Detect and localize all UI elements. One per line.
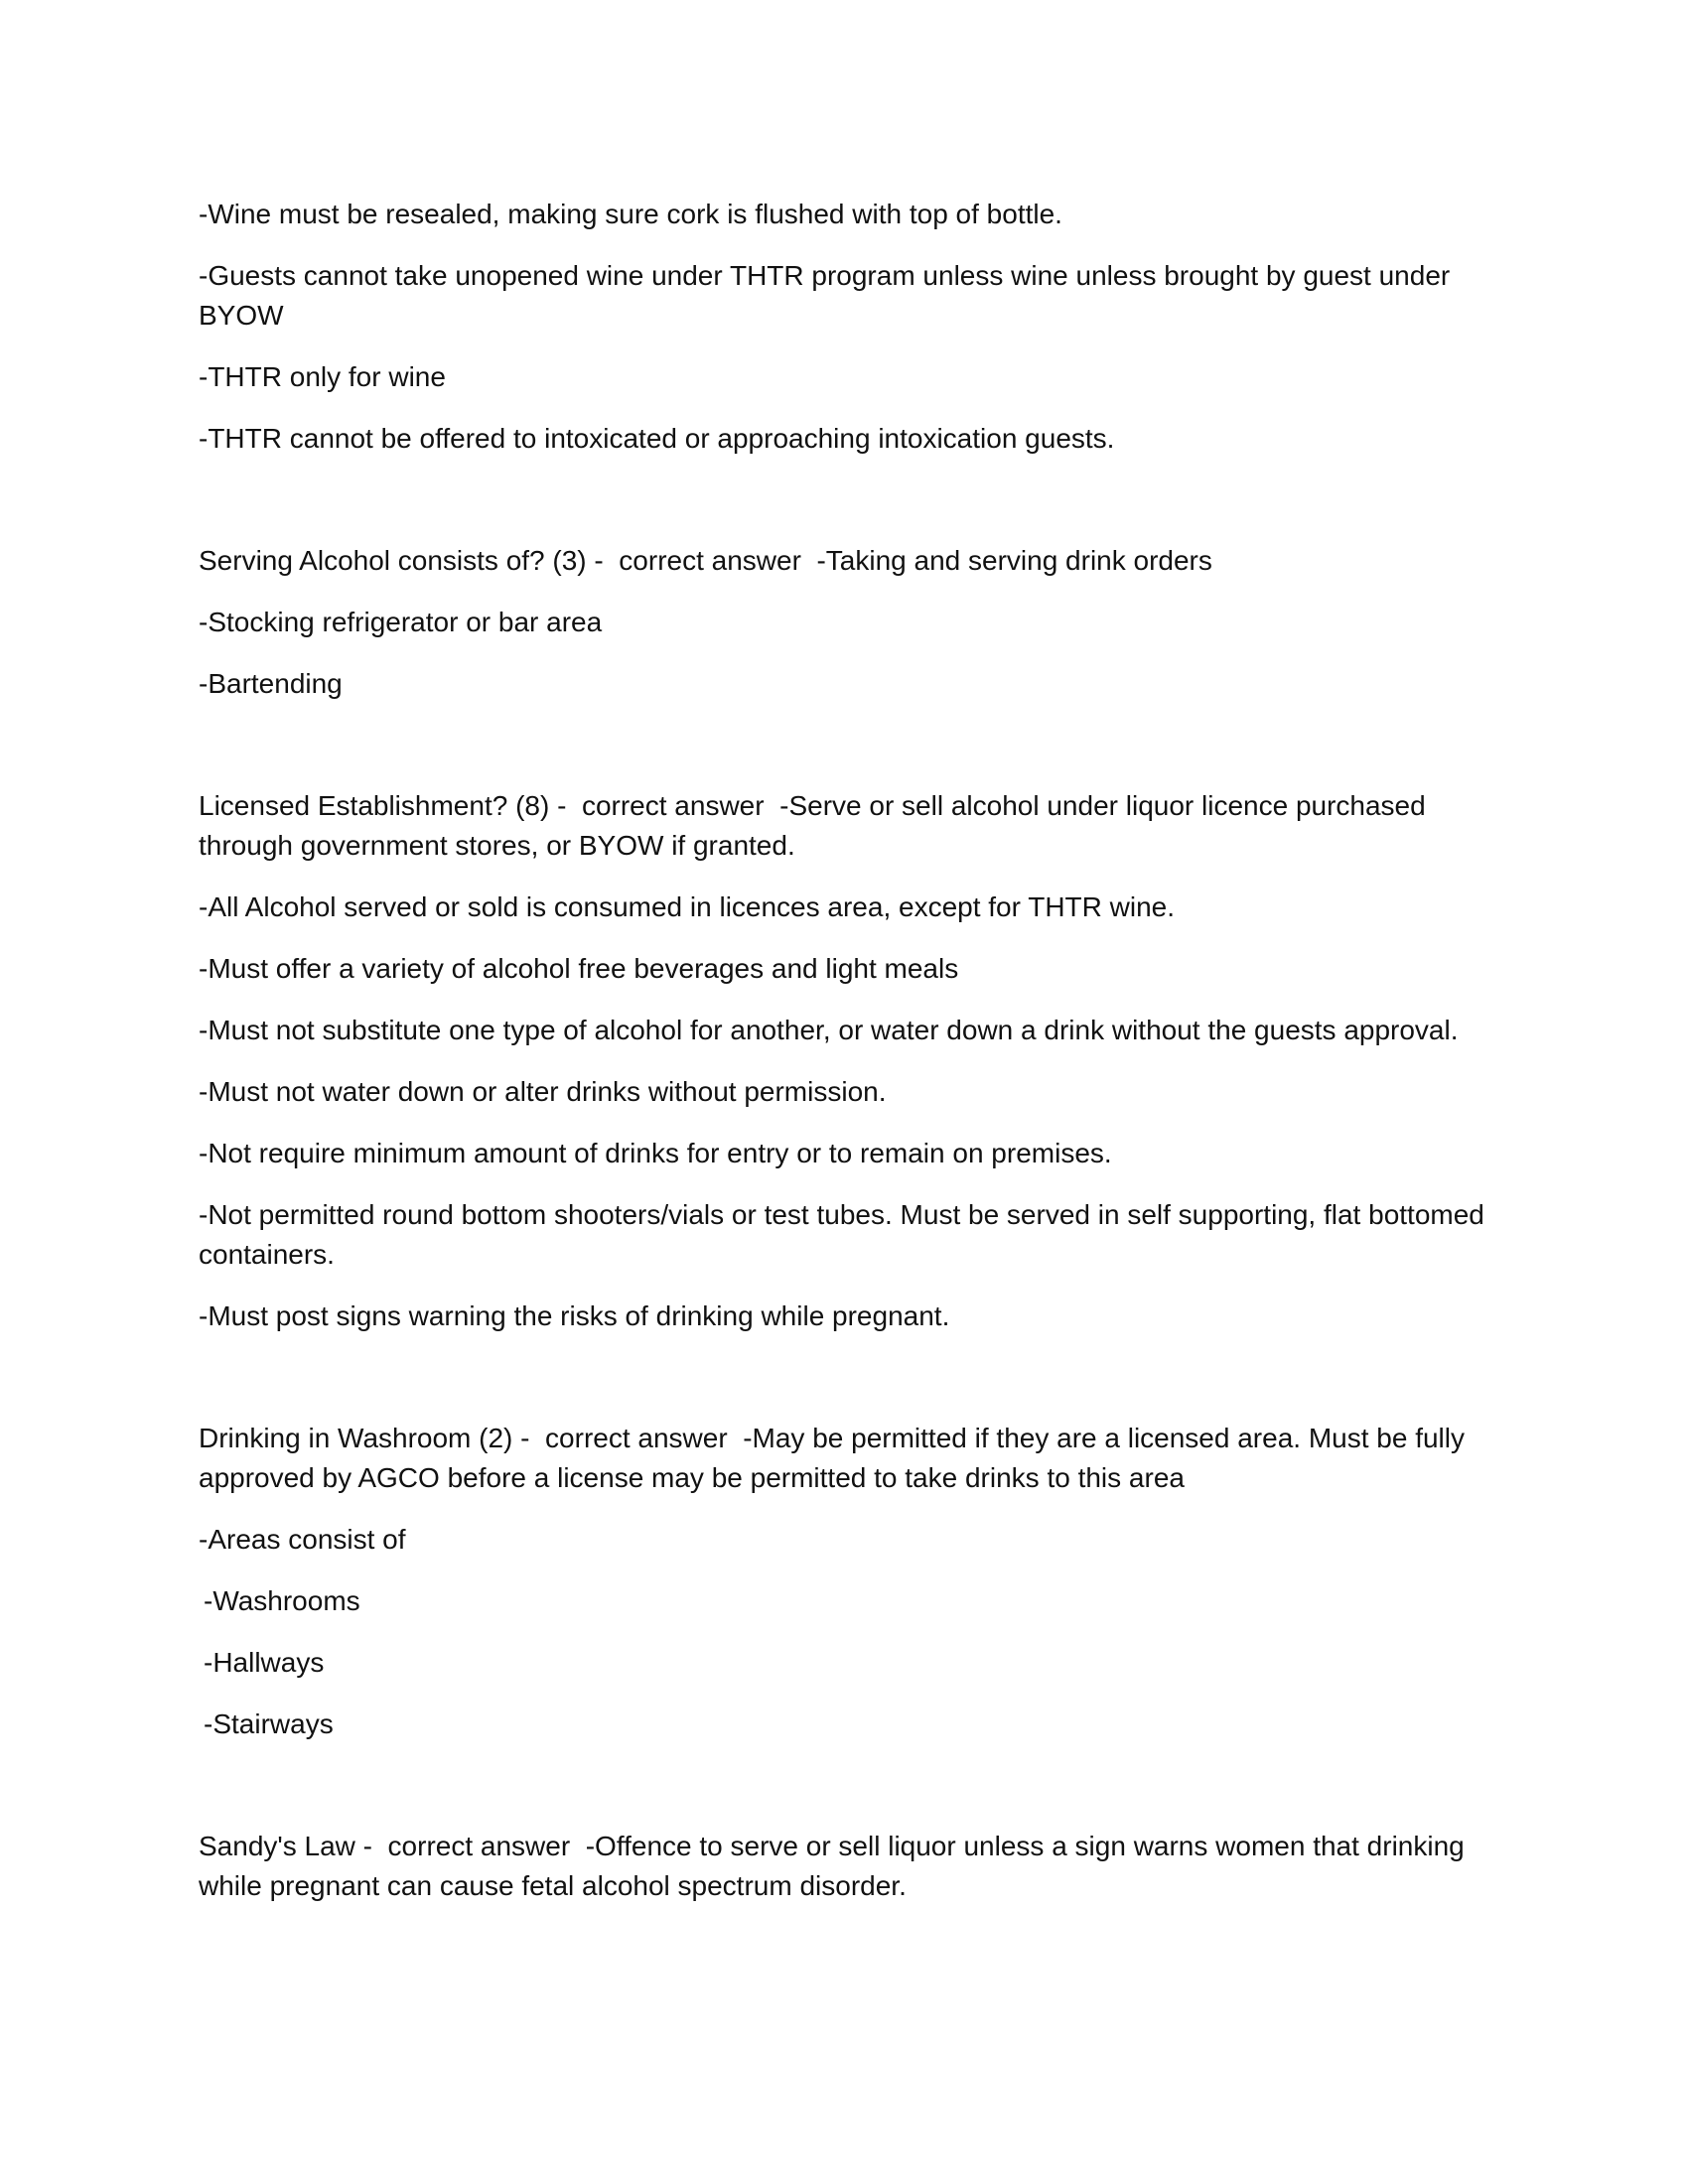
paragraph-areas-consist-of: -Areas consist of xyxy=(199,1524,406,1555)
paragraph-alcohol-consumed-licenced-area: -All Alcohol served or sold is consumed in licences area, except for THTR wine. xyxy=(199,891,1176,922)
paragraph-thtr-intoxicated: -THTR cannot be offered to intoxicated or approaching intoxication guests. xyxy=(199,423,1115,454)
paragraph-area-washrooms: -Washrooms xyxy=(204,1585,360,1616)
paragraph-no-round-bottom-shooters: -Not permitted round bottom shooters/vials or test tubes. Must be served in self supporting, flat bottomed containers. xyxy=(199,1199,1492,1270)
document-page xyxy=(199,195,1492,1928)
paragraph-no-substitution: -Must not substitute one type of alcohol for another, or water down a drink without the guests approval. xyxy=(199,1015,1459,1045)
paragraph-wine-resealed: -Wine must be resealed, making sure cork is flushed with top of bottle. xyxy=(199,199,1062,229)
paragraph-post-pregnancy-signs: -Must post signs warning the risks of drinking while pregnant. xyxy=(199,1300,950,1331)
paragraph-alcohol-free-beverages: -Must offer a variety of alcohol free beverages and light meals xyxy=(199,953,959,984)
paragraph-area-hallways: -Hallways xyxy=(204,1647,325,1678)
paragraph-guests-unopened-wine: -Guests cannot take unopened wine under THTR program unless wine unless brought by guest under BYOW xyxy=(199,260,1458,331)
paragraph-serving-alcohol-question: Serving Alcohol consists of? (3) - correct answer -Taking and serving drink orders xyxy=(199,545,1212,576)
paragraph-licensed-establishment-question: Licensed Establishment? (8) - correct answer -Serve or sell alcohol under liquor licence purchased through government stores, or BYOW if granted. xyxy=(199,790,1434,861)
paragraph-stocking-refrigerator: -Stocking refrigerator or bar area xyxy=(199,607,603,637)
paragraph-no-minimum-drinks: -Not require minimum amount of drinks for entry or to remain on premises. xyxy=(199,1138,1112,1168)
paragraph-drinking-washroom-question: Drinking in Washroom (2) - correct answer -May be permitted if they are a licensed area. Must be fully approved by AGCO before a license may be permitted to take drinks to this area xyxy=(199,1423,1473,1493)
paragraph-sandys-law-question: Sandy's Law - correct answer -Offence to serve or sell liquor unless a sign warns women that drinking while pregnant can cause fetal alcohol spectrum disorder. xyxy=(199,1831,1473,1901)
paragraph-no-water-down: -Must not water down or alter drinks without permission. xyxy=(199,1076,887,1107)
paragraph-area-stairways: -Stairways xyxy=(204,1708,334,1739)
paragraph-bartending: -Bartending xyxy=(199,668,343,699)
paragraph-thtr-only-wine: -THTR only for wine xyxy=(199,361,446,392)
